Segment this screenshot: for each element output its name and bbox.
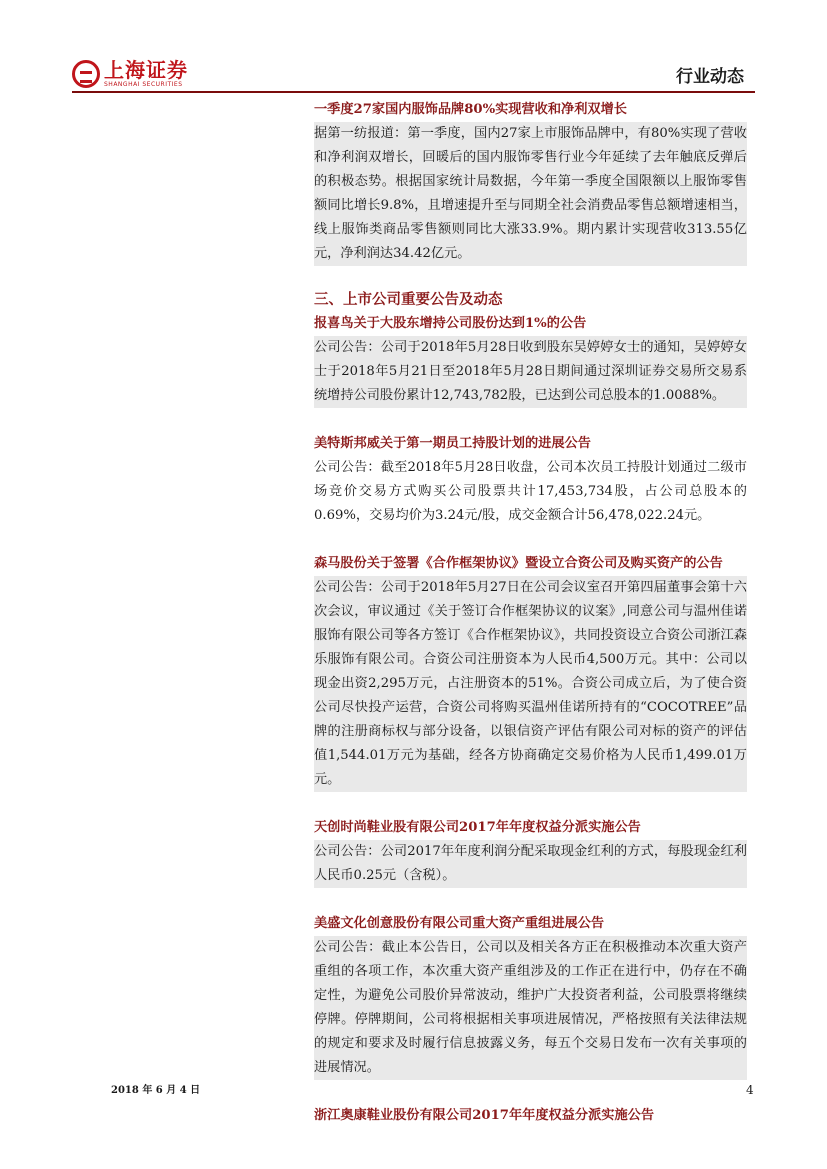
news-body: 据第一纺报道：第一季度，国内27家上市服饰品牌中，有80%实现了营收和净利润双增长，回暖后的国内服饰零售行业今年延续了去年触底反弹后的积极态势。根据国家统计局数据，今年第一季度全国限额以上服饰零售额同比增长9.8%，且增速提升至与同期全社会消费品零售总额增速相当，线上服饰类商品零售额则同比大涨33.9%。期内累计实现营收313.55亿元，净利润达34.42亿元。 [314, 122, 747, 266]
announcement-title: 浙江奥康鞋业股份有限公司2017年年度权益分派实施公告 [314, 1108, 655, 1123]
announcement-body: 公司公告：公司于2018年5月27日在公司会议室召开第四届董事会第十六次会议，审议通过《关于签订合作框架协议的议案》,同意公司与温州佳诺服饰有限公司等各方签订《合作框架协议》，共同投资设立合资公司浙江森乐服饰有限公司。合资公司注册资本为人民币4,500万元。其中：公司以现金出资2,295万元，占注册资本的51%。合资公司成立后，为了使合资公司尽快投产运营，合资公司将购买温州佳诺所持有的“COCOTREE”品牌的注册商标权与部分设备，以银信资产评估有限公司对标的资产的评估值1,544.01万元为基础，经各方协商确定交易价格为人民币1,499.01万元。 [314, 576, 747, 792]
announcement-title: 美特斯邦威关于第一期员工持股计划的进展公告 [314, 436, 591, 451]
announcement-body: 公司公告：公司2017年年度利润分配采取现金红利的方式，每股现金红利人民币0.25元（含税）。 [314, 840, 747, 888]
report-content [314, 98, 747, 1128]
logo-english-name: SHANGHAI SECURITIES [104, 81, 183, 88]
announcement-title: 美盛文化创意股份有限公司重大资产重组进展公告 [314, 916, 605, 931]
header-logo [72, 60, 188, 88]
report-date: 2018 年 6 月 4 日 [111, 1085, 201, 1096]
page-number: 4 [746, 1083, 754, 1097]
announcement-title: 报喜鸟关于大股东增持公司股份达到1%的公告 [314, 316, 587, 331]
section-heading: 三、上市公司重要公告及动态 [314, 291, 503, 308]
header-divider [72, 91, 755, 93]
announcement-title: 森马股份关于签署《合作框架协议》暨设立合资公司及购买资产的公告 [314, 556, 723, 571]
announcement-body: 公司公告：公司于2018年5月28日收到股东吴婷婷女士的通知，吴婷婷女士于2018年5月21日至2018年5月28日期间通过深圳证券交易所交易系统增持公司股份累计12,743,782股，已达到公司总股本的1.0088%。 [314, 336, 747, 408]
announcement-title: 天创时尚鞋业股有限公司2017年年度权益分派实施公告 [314, 820, 641, 835]
section-label: 行业动态 [676, 67, 744, 87]
news-title: 一季度27家国内服饰品牌80%实现营收和净利双增长 [314, 102, 627, 117]
logo-chinese-name: 上海证券 [104, 58, 188, 82]
company-logo-icon [72, 60, 100, 88]
announcement-body: 公司公告：截止本公告日，公司以及相关各方正在积极推动本次重大资产重组的各项工作，本次重大资产重组涉及的工作正在进行中，仍存在不确定性，为避免公司股价异常波动，维护广大投资者利益，公司股票将继续停牌。停牌期间，公司将根据相关事项进展情况，严格按照有关法律法规的规定和要求及时履行信息披露义务，每五个交易日发布一次有关事项的进展情况。 [314, 936, 747, 1080]
announcement-body: 公司公告：截至2018年5月28日收盘，公司本次员工持股计划通过二级市场竞价交易方式购买公司股票共计17,453,734股，占公司总股本的0.69%，交易均价为3.24元/股，成交金额合计56,478,022.24元。 [314, 460, 747, 523]
